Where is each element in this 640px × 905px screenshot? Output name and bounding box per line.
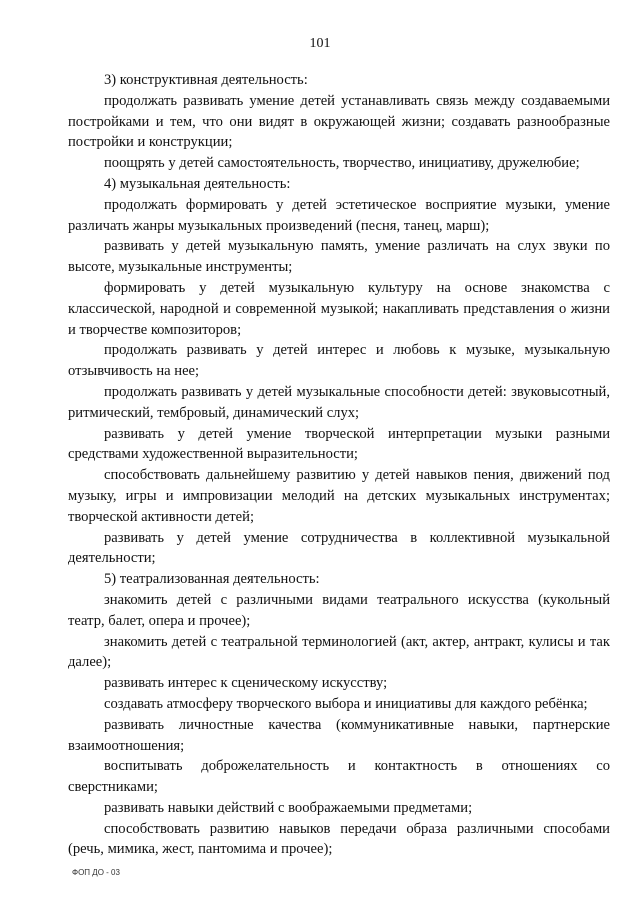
list-item: развивать у детей умение сотрудничества в коллективной музыкальной деятельности; [68, 529, 610, 567]
list-item: продолжать формировать у детей эстетическое восприятие музыки, умение различать жанры музыкальных произведений (песня, танец, марш); [68, 196, 610, 234]
list-item: продолжать развивать умение детей устанавливать связь между создаваемыми постройками и тем, что они видят в окружающей жизни; создавать разнообразные постройки и конструкции; [68, 92, 610, 151]
list-item: воспитывать доброжелательность и контактность в отношениях со сверстниками; [68, 758, 610, 796]
list-item: развивать навыки действий с воображаемыми предметами; [104, 799, 473, 816]
list-item: продолжать развивать у детей музыкальные способности детей: звуковысотный, ритмический, тембровый, динамический слух; [68, 383, 610, 421]
list-item: развивать у детей музыкальную память, умение различать на слух звуки по высоте, музыкальные инструменты; [68, 238, 610, 276]
page-number: 101 [309, 36, 331, 51]
list-item: продолжать развивать у детей интерес и любовь к музыке, музыкальную отзывчивость на нее; [68, 342, 610, 380]
list-item: развивать интерес к сценическому искусству; [104, 675, 388, 692]
list-item: поощрять у детей самостоятельность, творчество, инициативу, дружелюбие; [104, 155, 580, 172]
list-item: развивать у детей умение творческой интерпретации музыки разными средствами художественной выразительности; [68, 425, 610, 463]
document-footer-code: ФОП ДО - 03 [72, 868, 120, 877]
document-body [68, 70, 610, 860]
section-heading-musical: 4) музыкальная деятельность: [104, 175, 291, 192]
list-item: знакомить детей с различными видами театрального искусства (кукольный театр, балет, опера и прочее); [68, 591, 610, 629]
list-item: развивать личностные качества (коммуникативные навыки, партнерские взаимоотношения; [68, 716, 610, 754]
list-item: способствовать развитию навыков передачи образа различными способами (речь, мимика, жест, пантомима и прочее); [68, 820, 610, 858]
section-heading-constructive: 3) конструктивная деятельность: [104, 72, 308, 88]
list-item: формировать у детей музыкальную культуру на основе знакомства с классической, народной и современной музыкой; накапливать представления о жизни и творчестве композиторов; [68, 279, 610, 338]
section-heading-theatrical: 5) театрализованная деятельность: [104, 571, 320, 588]
list-item: знакомить детей с театральной терминологией (акт, актер, антракт, кулисы и так далее); [68, 633, 610, 671]
list-item: создавать атмосферу творческого выбора и инициативы для каждого ребёнка; [104, 695, 588, 712]
list-item: способствовать дальнейшему развитию у детей навыков пения, движений под музыку, игры и импровизации мелодий на детских музыкальных инструментах; творческой активности детей; [68, 467, 610, 525]
